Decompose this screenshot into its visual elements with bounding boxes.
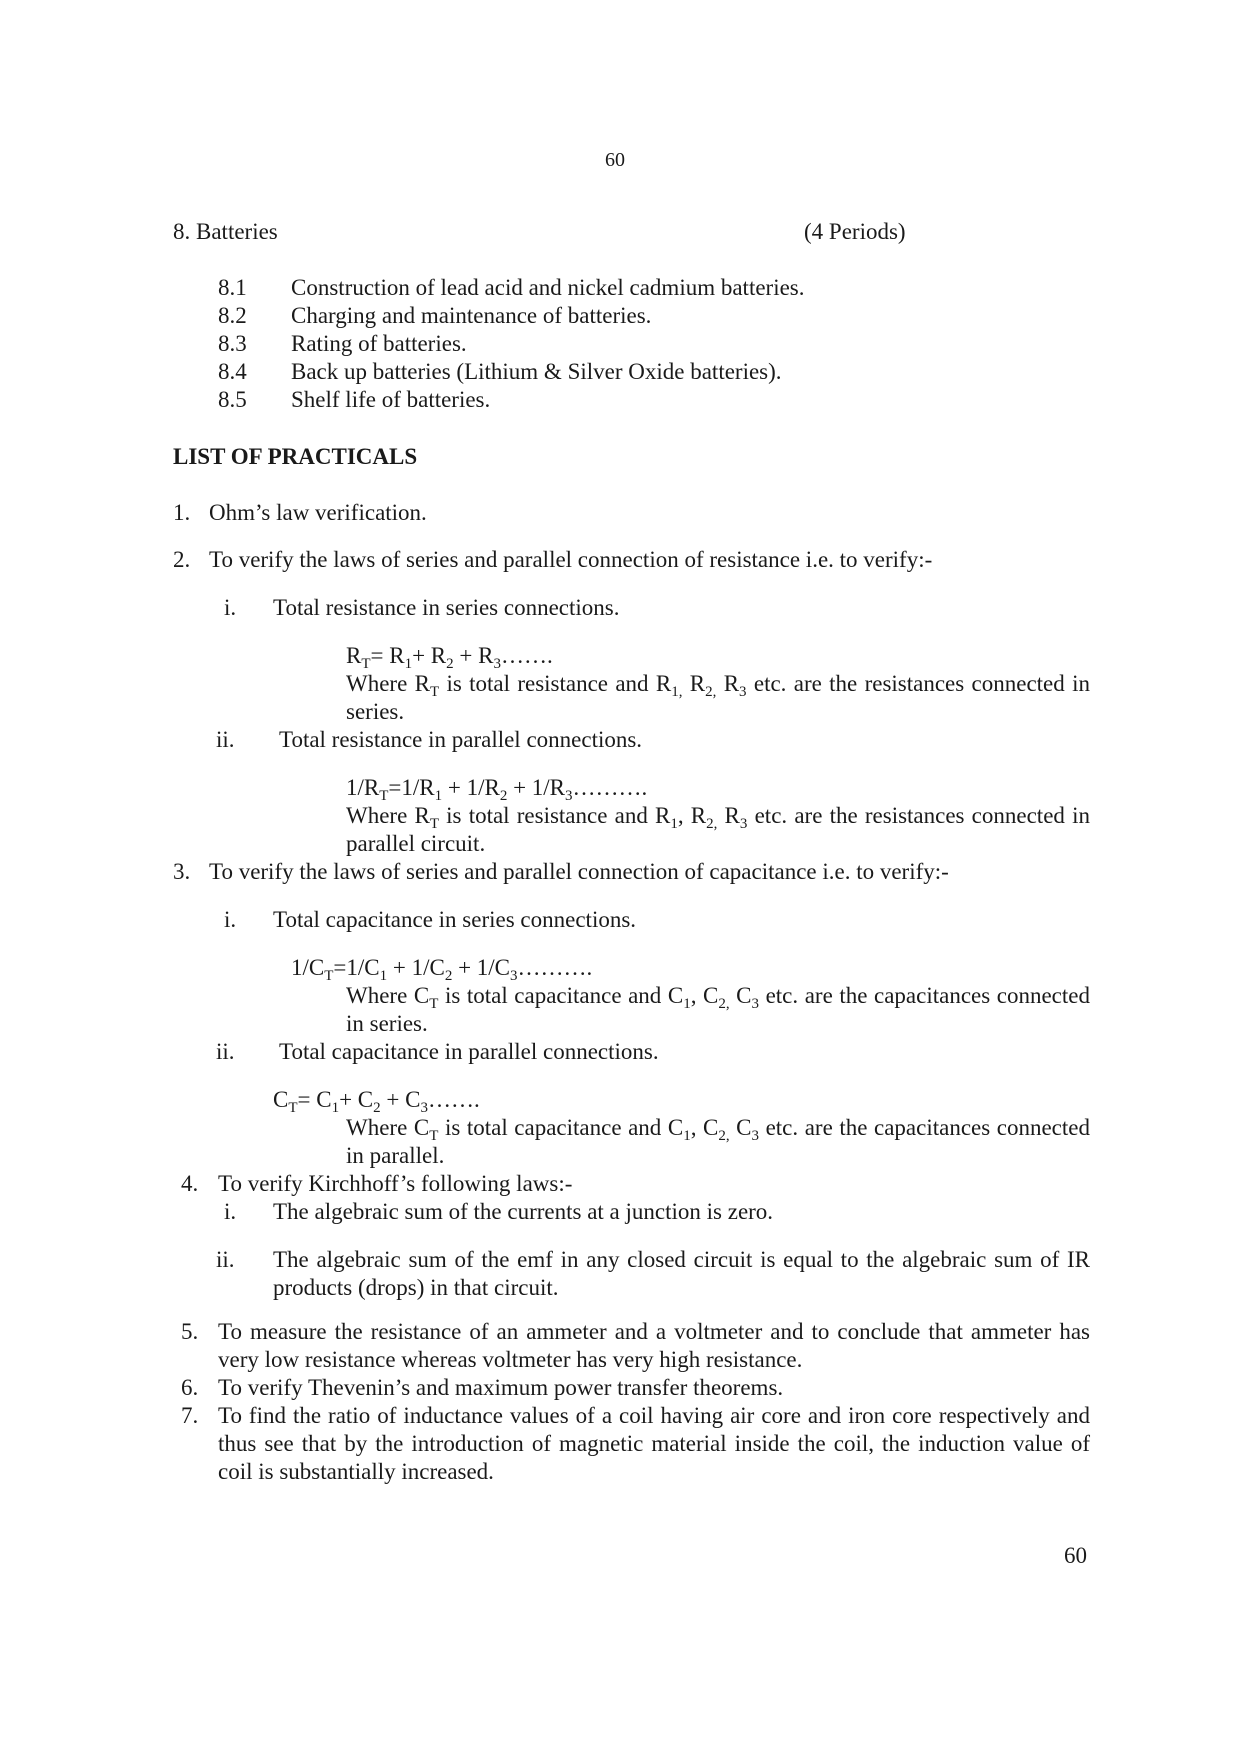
subpoint-number: ii. [216, 1247, 235, 1272]
formula-description: Where $R_T$ is total resistance and $R_1$, $R_{2,}$ $R_3$ etc. are the resistances connected in parallel circuit. [346, 803, 1090, 856]
formula-series-capacitance: $1/C_T=1/C_1 + 1/C_2$ + $1/C_3\dots\dots\dots$. [291, 955, 593, 984]
subitem-number: 8.4 [218, 359, 247, 384]
subitem-text: Rating of batteries. [291, 331, 467, 356]
subpoint-number: ii. [216, 1039, 235, 1064]
practical-text: To find the ratio of inductance values of a coil having air core and iron core respectively and thus see that by the introduction of magnetic material inside the coil, the induction value of coil is substantially increased. [218, 1403, 1090, 1484]
subitem-number: 8.1 [218, 275, 247, 300]
subitem-number: 8.3 [218, 331, 247, 356]
practical-text: To verify the laws of series and parallel connection of resistance i.e. to verify:- [209, 547, 933, 572]
subitem-text: Shelf life of batteries. [291, 387, 491, 412]
subpoint-text: Total capacitance in series connections. [273, 907, 637, 932]
subitem-text: Construction of lead acid and nickel cadmium batteries. [291, 275, 805, 300]
practicals-heading: LIST OF PRACTICALS [173, 444, 418, 469]
subitem-number: 8.2 [218, 303, 247, 328]
practical-number: 7. [181, 1403, 199, 1428]
formula-description: Where $R_T$ is total resistance and $R_{1,}$ $R_{2,}$ $R_3$ etc. are the resistances connected in series. [346, 671, 1090, 724]
page-number-top: 60 [605, 149, 625, 171]
practical-number: 3. [173, 859, 191, 884]
subitem-number: 8.5 [218, 387, 247, 412]
formula-description: Where $C_T$ is total capacitance and $C_1$, $C_{2,}$ $C_3$ etc. are the capacitances connected in parallel. [346, 1115, 1090, 1168]
practical-text: Ohm’s law verification. [209, 500, 427, 525]
subpoint-number: i. [224, 1199, 237, 1224]
practical-text: To verify the laws of series and parallel connection of capacitance i.e. to verify:- [209, 859, 949, 884]
page-number-bottom: 60 [1064, 1543, 1087, 1568]
subpoint-number: i. [224, 907, 237, 932]
subpoint-text: Total resistance in series connections. [273, 595, 620, 620]
subitem-text: Charging and maintenance of batteries. [291, 303, 652, 328]
practical-number: 1. [173, 500, 191, 525]
subpoint-text: Total capacitance in parallel connections. [279, 1039, 659, 1064]
formula-series-resistance: $R_T= R_1+ R_2$ + $R_3\dots\dots$. [346, 643, 553, 672]
section-periods: (4 Periods) [804, 219, 906, 244]
subpoint-text: The algebraic sum of the emf in any closed circuit is equal to the algebraic sum of IR products (drops) in that circuit. [273, 1247, 1090, 1300]
formula-parallel-resistance: $1/R_T=1/R_1 + 1/R_2$ + $1/R_3\dots\dots\dots$. [346, 775, 648, 804]
practical-number: 2. [173, 547, 191, 572]
subpoint-text: Total resistance in parallel connections. [279, 727, 643, 752]
practical-number: 5. [181, 1319, 199, 1344]
practical-number: 4. [181, 1171, 199, 1196]
practical-text: To verify Kirchhoff’s following laws:- [218, 1171, 573, 1196]
formula-description: Where $C_T$ is total capacitance and $C_1$, $C_{2,}$ $C_3$ etc. are the capacitances connected in series. [346, 983, 1090, 1036]
subpoint-text: The algebraic sum of the currents at a junction is zero. [273, 1199, 774, 1224]
formula-parallel-capacitance: $C_T= C_1+ C_2$ + $C_3\dots\dots$. [273, 1087, 480, 1116]
practical-text: To verify Thevenin’s and maximum power transfer theorems. [218, 1375, 784, 1400]
practical-number: 6. [181, 1375, 199, 1400]
subpoint-number: ii. [216, 727, 235, 752]
subitem-text: Back up batteries (Lithium & Silver Oxide batteries). [291, 359, 782, 384]
subpoint-number: i. [224, 595, 237, 620]
section-title: 8. Batteries [173, 219, 278, 244]
practical-text: To measure the resistance of an ammeter and a voltmeter and to conclude that ammeter has very low resistance whereas voltmeter has very high resistance. [218, 1319, 1090, 1372]
